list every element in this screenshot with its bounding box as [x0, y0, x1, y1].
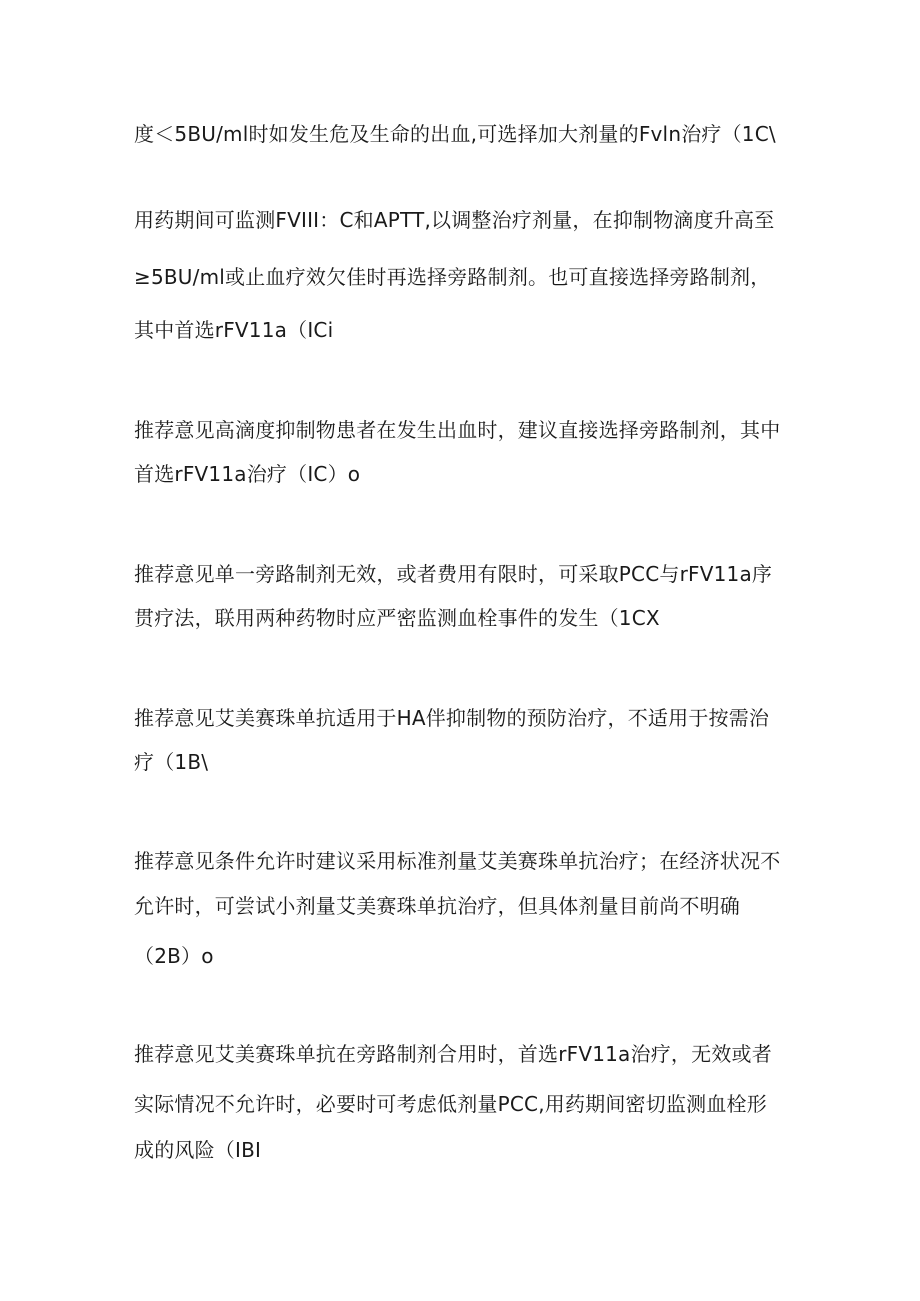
text-line: 其中首选rFV11a（ICi	[134, 318, 334, 342]
text-line: 推荐意见高滴度抑制物患者在发生出血时，建议直接选择旁路制剂，其中	[134, 418, 781, 442]
text-line: 推荐意见艾美赛珠单抗适用于HA伴抑制物的预防治疗，不适用于按需治	[134, 706, 770, 730]
text-line: 实际情况不允许时，必要时可考虑低剂量PCC,用药期间密切监测血栓形	[134, 1092, 767, 1116]
text-line: 成的风险（IBI	[134, 1138, 262, 1162]
text-line: 推荐意见条件允许时建议采用标准剂量艾美赛珠单抗治疗；在经济状况不	[134, 849, 781, 873]
text-line: 疗（1B\	[134, 750, 209, 774]
text-line: 允许时，可尝试小剂量艾美赛珠单抗治疗，但具体剂量目前尚不明确	[134, 894, 740, 918]
text-line: 度＜5BU/ml时如发生危及生命的出血,可选择加大剂量的Fvln治疗（1C\	[134, 122, 776, 146]
text-line: 用药期间可监测FVIII：C和APTT,以调整治疗剂量，在抑制物滴度升高至	[134, 208, 775, 232]
text-line: （2B）o	[134, 944, 214, 968]
text-line: 首选rFV11a治疗（IC）o	[134, 462, 361, 486]
text-line: ≥5BU/ml或止血疗效欠佳时再选择旁路制剂。也可直接选择旁路制剂，	[134, 265, 771, 289]
text-line: 推荐意见艾美赛珠单抗在旁路制剂合用时，首选rFV11a治疗，无效或者	[134, 1042, 772, 1066]
text-line: 贯疗法，联用两种药物时应严密监测血栓事件的发生（1CX	[134, 606, 660, 630]
text-line: 推荐意见单一旁路制剂无效，或者费用有限时，可采取PCC与rFV11a序	[134, 562, 773, 586]
